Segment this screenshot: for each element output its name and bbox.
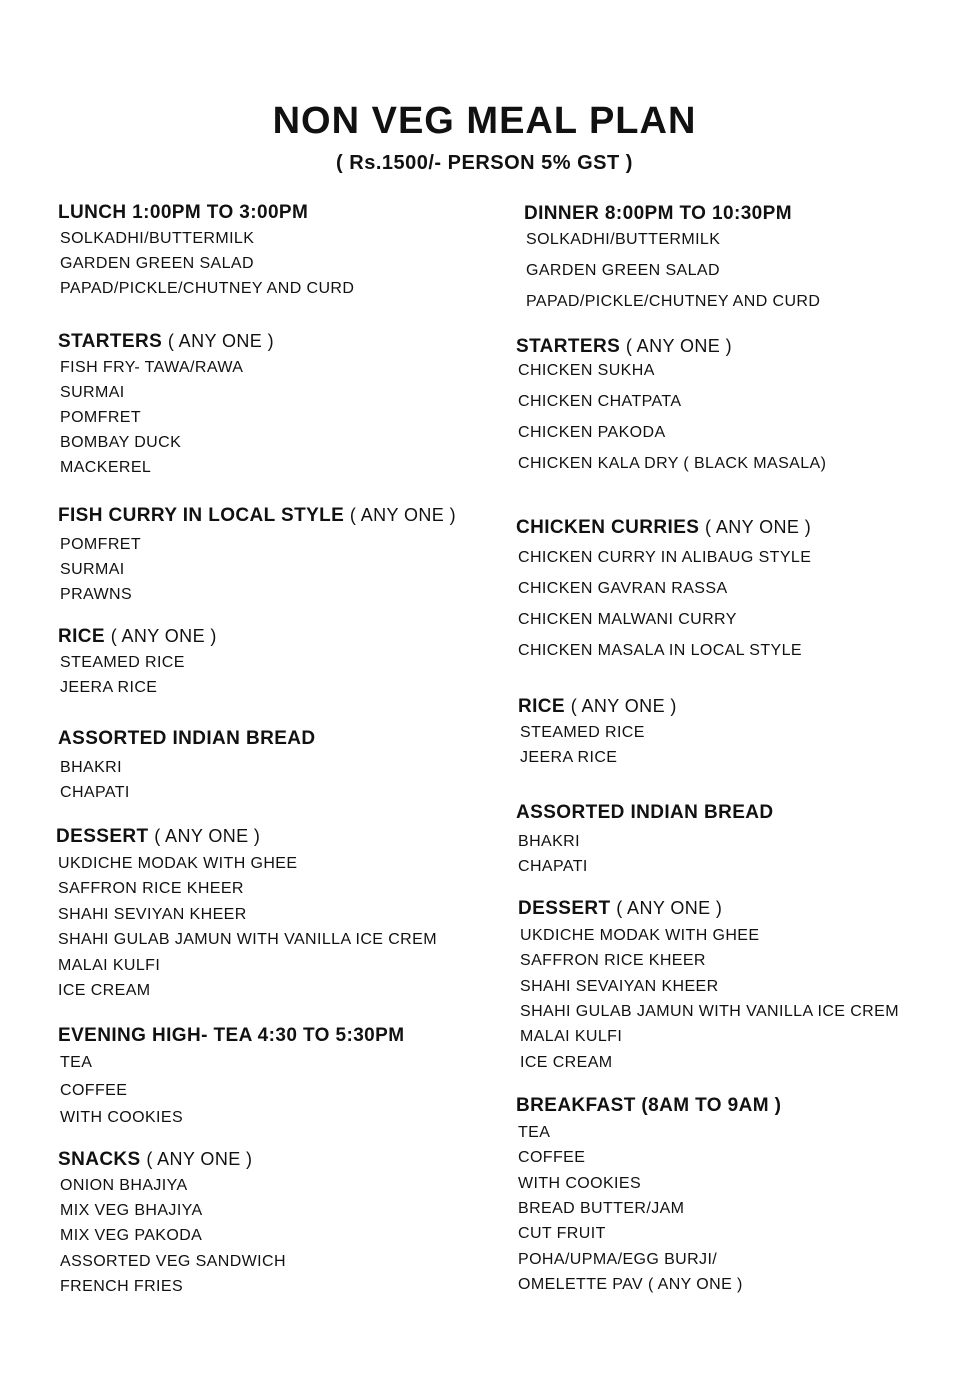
section-heading-text: ASSORTED INDIAN BREAD xyxy=(516,802,774,823)
section-heading-note: ( ANY ONE ) xyxy=(167,331,274,351)
section-heading-text: SNACKS xyxy=(58,1149,141,1170)
section-heading-text: FISH CURRY IN LOCAL STYLE xyxy=(58,505,345,526)
menu-item: ICE CREAM xyxy=(58,982,151,999)
menu-item: UKDICHE MODAK WITH GHEE xyxy=(520,927,760,944)
menu-item: OMELETTE PAV ( ANY ONE ) xyxy=(518,1275,743,1293)
menu-item: TEA xyxy=(60,1054,93,1071)
menu-item: SHAHI SEVIYAN KHEER xyxy=(58,905,247,923)
menu-item: PAPAD/PICKLE/CHUTNEY AND CURD xyxy=(60,280,355,297)
section-heading-note: ( ANY ONE ) xyxy=(625,336,732,356)
menu-item: GARDEN GREEN SALAD xyxy=(60,255,254,272)
left-section-5 xyxy=(56,826,516,999)
menu-item: POHA/UPMA/EGG BURJI/ xyxy=(518,1250,718,1268)
section-heading-text: LUNCH 1:00PM TO 3:00PM xyxy=(58,202,309,223)
menu-item: PRAWNS xyxy=(60,586,133,603)
section-heading-text: ASSORTED INDIAN BREAD xyxy=(58,728,316,749)
menu-item: SAFFRON RICE KHEER xyxy=(520,952,706,970)
menu-item: CHAPATI xyxy=(60,784,130,801)
section-heading xyxy=(58,1149,518,1171)
menu-item: BHAKRI xyxy=(60,759,122,776)
menu-item: POMFRET xyxy=(60,536,142,553)
menu-item: SHAHI GULAB JAMUN WITH VANILLA ICE CREM xyxy=(58,931,437,949)
menu-item: ASSORTED VEG SANDWICH xyxy=(60,1252,286,1270)
section-heading xyxy=(56,826,516,848)
menu-item: GARDEN GREEN SALAD xyxy=(526,262,720,279)
section-heading-text: CHICKEN CURRIES xyxy=(516,517,700,538)
section-heading xyxy=(58,1025,518,1047)
menu-item: TEA xyxy=(518,1124,551,1141)
section-heading-note: ( ANY ONE ) xyxy=(146,1149,253,1169)
menu-item: SURMAI xyxy=(60,561,125,578)
right-section-6 xyxy=(516,1095,969,1293)
left-section-6 xyxy=(58,1025,518,1126)
menu-item: MALAI KULFI xyxy=(58,956,161,974)
menu-item: SURMAI xyxy=(60,384,125,401)
section-heading-note: ( ANY ONE ) xyxy=(705,517,812,537)
menu-item: SOLKADHI/BUTTERMILK xyxy=(526,231,721,248)
menu-item: BREAD BUTTER/JAM xyxy=(518,1199,685,1217)
menu-item: PAPAD/PICKLE/CHUTNEY AND CURD xyxy=(526,293,821,310)
section-heading-note: ( ANY ONE ) xyxy=(110,626,217,646)
section-heading-text: EVENING HIGH- TEA 4:30 TO 5:30PM xyxy=(58,1025,405,1046)
section-heading xyxy=(518,898,969,920)
right-section-2 xyxy=(516,517,969,659)
right-section-3 xyxy=(518,696,969,766)
right-section-1 xyxy=(516,336,969,472)
left-section-0 xyxy=(58,202,518,297)
menu-item: MALAI KULFI xyxy=(520,1028,623,1046)
menu-item: CHICKEN MASALA IN LOCAL STYLE xyxy=(518,642,802,659)
section-heading-note: ( ANY ONE ) xyxy=(154,826,261,846)
menu-item: SHAHI GULAB JAMUN WITH VANILLA ICE CREM xyxy=(520,1002,899,1020)
menu-item: MIX VEG PAKODA xyxy=(60,1227,203,1245)
menu-item: BOMBAY DUCK xyxy=(60,434,182,451)
menu-item: WITH COOKIES xyxy=(518,1174,642,1192)
section-heading-text: RICE xyxy=(518,696,565,717)
menu-item: ICE CREAM xyxy=(520,1053,613,1071)
menu-item: CHICKEN KALA DRY ( BLACK MASALA) xyxy=(518,455,827,472)
menu-item: SAFFRON RICE KHEER xyxy=(58,880,244,898)
section-heading-note: ( ANY ONE ) xyxy=(616,898,723,918)
menu-item: CHICKEN SUKHA xyxy=(518,362,655,379)
left-section-3 xyxy=(58,626,518,696)
menu-item: MACKEREL xyxy=(60,459,152,476)
menu-item: SOLKADHI/BUTTERMILK xyxy=(60,230,255,247)
menu-item: JEERA RICE xyxy=(60,679,158,696)
section-heading xyxy=(516,1095,969,1117)
section-heading xyxy=(516,336,969,358)
section-heading-note: ( ANY ONE ) xyxy=(349,505,457,525)
section-heading xyxy=(518,696,969,718)
section-heading-text: DINNER 8:00PM TO 10:30PM xyxy=(524,203,792,224)
section-heading xyxy=(58,505,518,527)
menu-item: STEAMED RICE xyxy=(60,654,185,671)
menu-item: CHICKEN CHATPATA xyxy=(518,393,682,410)
menu-item: CHICKEN PAKODA xyxy=(518,424,666,441)
section-heading xyxy=(516,517,969,539)
left-section-4 xyxy=(58,728,518,801)
menu-item: UKDICHE MODAK WITH GHEE xyxy=(58,855,298,872)
left-section-7 xyxy=(58,1149,518,1295)
menu-item: CHICKEN MALWANI CURRY xyxy=(518,611,737,628)
menu-item: POMFRET xyxy=(60,409,142,426)
menu-item: JEERA RICE xyxy=(520,749,618,766)
menu-item: CHICKEN GAVRAN RASSA xyxy=(518,580,728,597)
left-section-1 xyxy=(58,331,518,476)
section-heading-text: DESSERT xyxy=(56,826,149,847)
section-heading xyxy=(58,331,518,353)
menu-item: SHAHI SEVAIYAN KHEER xyxy=(520,977,719,995)
section-heading xyxy=(524,203,969,225)
section-heading-note: ( ANY ONE ) xyxy=(570,696,677,716)
menu-item: FISH FRY- TAWA/RAWA xyxy=(60,359,244,376)
left-section-2 xyxy=(58,505,518,603)
menu-item: CHAPATI xyxy=(518,858,588,875)
menu-item: CHICKEN CURRY IN ALIBAUG STYLE xyxy=(518,549,812,566)
menu-item: WITH COOKIES xyxy=(60,1109,184,1126)
menu-item: MIX VEG BHAJIYA xyxy=(60,1202,203,1220)
right-section-4 xyxy=(516,802,969,875)
menu-item: STEAMED RICE xyxy=(520,724,645,741)
menu-item: ONION BHAJIYA xyxy=(60,1177,188,1194)
menu-item: COFFEE xyxy=(60,1081,128,1099)
menu-item: FRENCH FRIES xyxy=(60,1277,184,1295)
section-heading xyxy=(516,802,969,824)
section-heading-text: STARTERS xyxy=(516,336,621,357)
section-heading-text: DESSERT xyxy=(518,898,611,919)
menu-item: CUT FRUIT xyxy=(518,1225,606,1243)
right-section-0 xyxy=(524,203,969,310)
section-heading xyxy=(58,202,518,224)
right-section-5 xyxy=(518,898,969,1071)
section-heading xyxy=(58,728,518,750)
page-title: NON VEG MEAL PLAN xyxy=(272,100,697,142)
section-heading-text: BREAKFAST (8AM TO 9AM ) xyxy=(516,1095,782,1116)
section-heading-text: RICE xyxy=(58,626,105,647)
price-subtitle: ( Rs.1500/- PERSON 5% GST ) xyxy=(336,152,633,174)
section-heading xyxy=(58,626,518,648)
menu-item: BHAKRI xyxy=(518,833,580,850)
section-heading-text: STARTERS xyxy=(58,331,163,352)
menu-item: COFFEE xyxy=(518,1149,586,1167)
